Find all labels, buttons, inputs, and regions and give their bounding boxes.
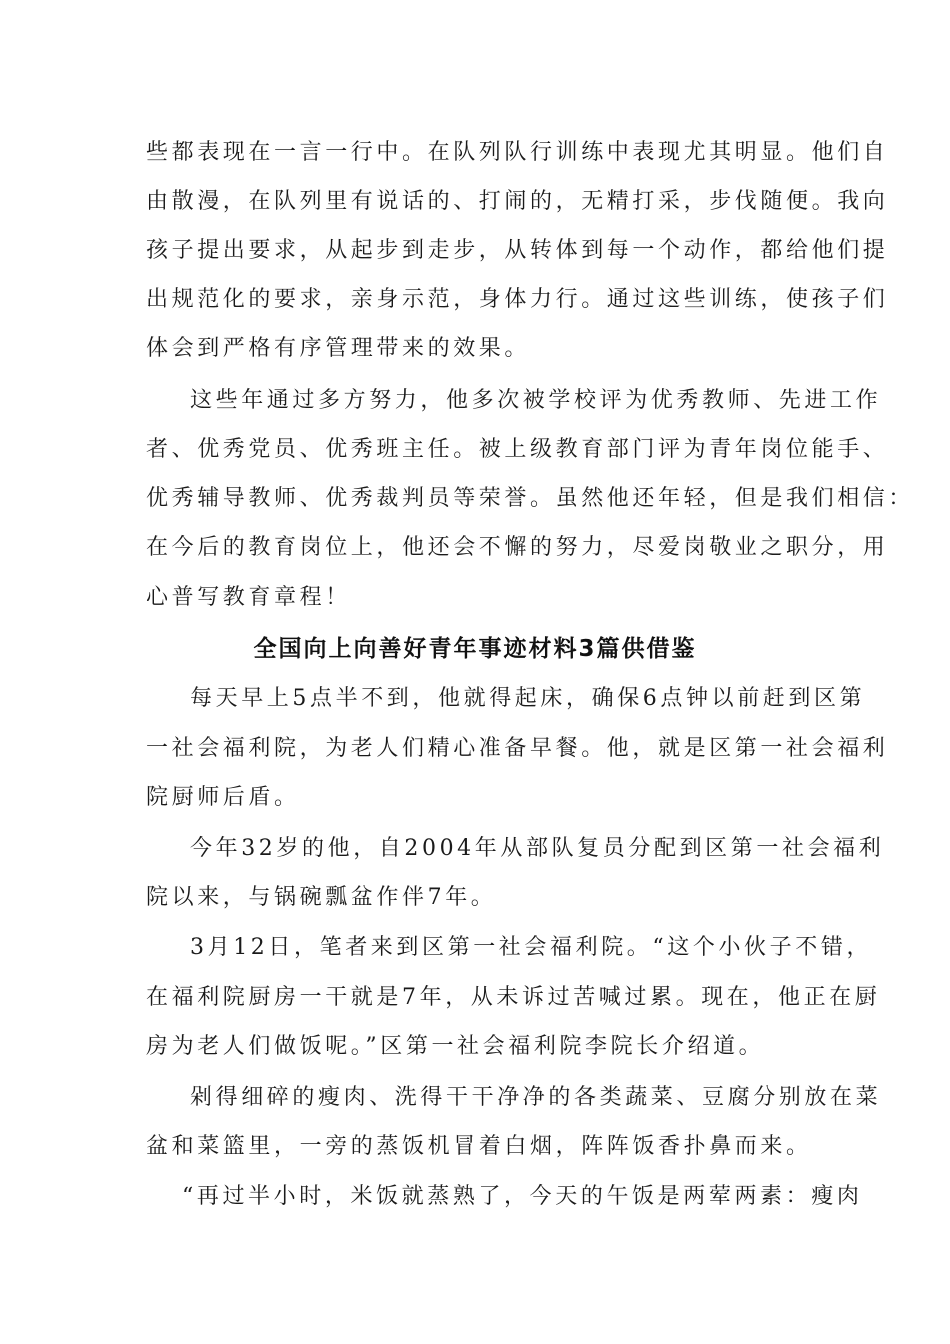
paragraph-line: 剁得细碎的瘦肉、洗得干干净净的各类蔬菜、豆腐分别放在菜 xyxy=(190,1085,882,1110)
paragraph-line: 院厨师后盾。 xyxy=(146,785,300,810)
paragraph-line: 优秀辅导教师、优秀裁判员等荣誉。虽然他还年轻，但是我们相信： xyxy=(146,486,915,511)
article-title: 全国向上向善好青年事迹材料3篇供借鉴 xyxy=(253,636,697,662)
paragraph-line: 出规范化的要求，亲身示范，身体力行。通过这些训练，使孩子们 xyxy=(146,287,889,312)
paragraph-line: 院以来，与锅碗瓢盆作伴7年。 xyxy=(146,885,497,910)
paragraph-line: 由散漫，在队列里有说话的、打闹的，无精打采，步伐随便。我向 xyxy=(146,189,889,214)
paragraph-line: 在今后的教育岗位上，他还会不懈的努力，尽爱岗敬业之职分，用 xyxy=(146,535,889,560)
paragraph-line: 3月12日，笔者来到区第一社会福利院。“这个小伙子不错， xyxy=(190,935,873,960)
paragraph-line: 些都表现在一言一行中。在队列队行训练中表现尤其明显。他们自 xyxy=(146,140,889,165)
paragraph-line: 体会到严格有序管理带来的效果。 xyxy=(146,336,531,361)
paragraph-line: 今年32岁的他，自2004年从部队复员分配到区第一社会福利 xyxy=(190,836,885,861)
paragraph-line: 每天早上5点半不到，他就得起床，确保6点钟以前赶到区第 xyxy=(190,686,866,711)
paragraph-line: 一社会福利院，为老人们精心准备早餐。他，就是区第一社会福利 xyxy=(146,736,889,761)
paragraph-line: 心普写教育章程！ xyxy=(146,585,351,610)
paragraph-line: 这些年通过多方努力，他多次被学校评为优秀教师、先进工作 xyxy=(190,388,882,413)
paragraph-line: 在福利院厨房一干就是7年，从未诉过苦喊过累。现在，他正在厨 xyxy=(146,985,881,1010)
paragraph-line: 房为老人们做饭呢。”区第一社会福利院李院长介绍道。 xyxy=(146,1034,765,1059)
paragraph-line: 者、优秀党员、优秀班主任。被上级教育部门评为青年岗位能手、 xyxy=(146,437,889,462)
paragraph-line: 孩子提出要求，从起步到走步，从转体到每一个动作，都给他们提 xyxy=(146,238,889,263)
paragraph-line: 盆和菜篮里，一旁的蒸饭机冒着白烟，阵阵饭香扑鼻而来。 xyxy=(146,1134,812,1159)
paragraph-line: “再过半小时，米饭就蒸熟了，今天的午饭是两荤两素：瘦肉 xyxy=(182,1184,863,1209)
